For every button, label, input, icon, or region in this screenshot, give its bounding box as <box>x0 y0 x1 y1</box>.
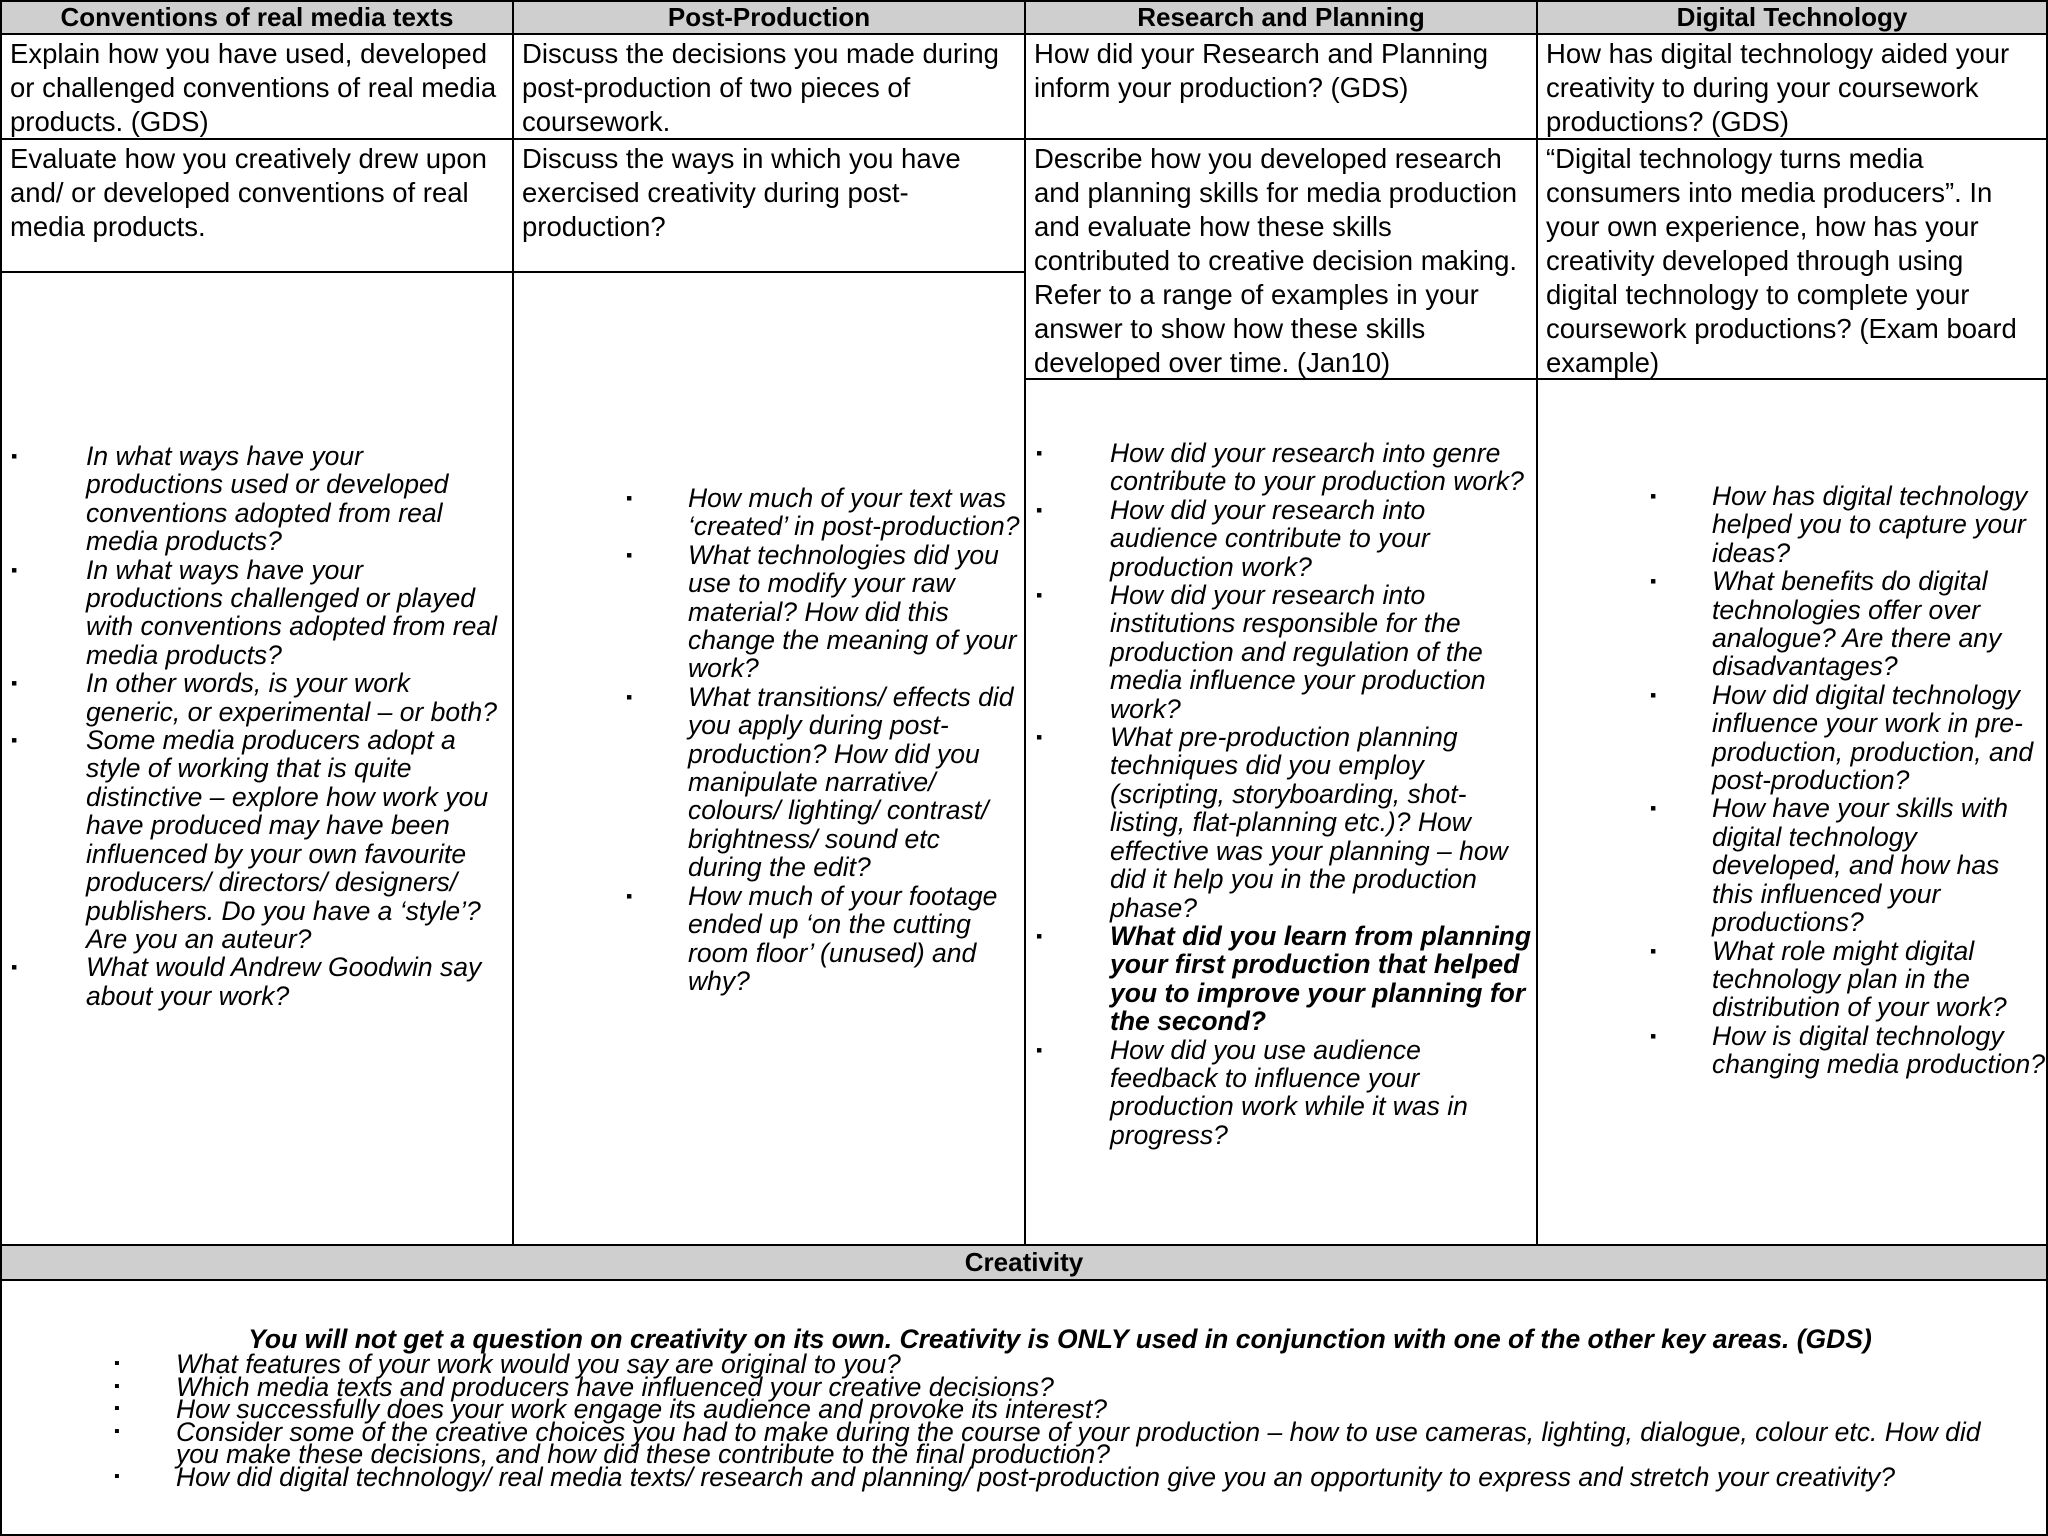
post-production-question-1: Discuss the decisions you made during post-production of two pieces of coursework. <box>512 33 1026 140</box>
research-question-1: How did your Research and Planning inform your production? (GDS) <box>1024 33 1538 140</box>
research-bullet-list <box>1036 438 1532 1150</box>
bullet-icon: ▪ <box>1650 798 1657 819</box>
bullet-icon: ▪ <box>114 1400 120 1418</box>
list-item: ▪ How did digital technology/ real media texts/ research and planning/ post-production give you an opportunity to express and stretch your creativity? <box>114 1461 1896 1492</box>
list-item: ▪ How did your research into institutions responsible for the production and regulation of the media influence your production work? <box>1036 580 1486 724</box>
list-item: ▪ How did you use audience feedback to influence your production work while it was in progress? <box>1036 1034 1468 1150</box>
post-production-question-2: Discuss the ways in which you have exercised creativity during post-production? <box>512 138 1026 273</box>
list-item: ▪ How is digital technology changing media production? <box>1650 1020 2045 1080</box>
bullet-icon: ▪ <box>1650 571 1657 592</box>
list-item: ▪ How did digital technology influence your work in pre-production, production, and post-production? <box>1650 679 2034 796</box>
bullet-icon: ▪ <box>11 730 18 751</box>
bullet-icon: ▪ <box>1036 1039 1043 1060</box>
post-production-bullet-list <box>626 483 1020 996</box>
research-question-2: Describe how you developed research and planning skills for media production and evaluate how these skills contributed to creative decision making. Refer to a range of examples in your answer to show how these skills developed over time. (Jan10) <box>1024 138 1538 380</box>
digital-question-2: “Digital technology turns media consumers into media producers”. In your own experience, how has your creativity developed through using digital technology to complete your coursework productions? (Exam board example) <box>1536 138 2048 380</box>
list-item: ▪ How much of your footage ended up ‘on the cutting room floor’ (unused) and why? <box>626 880 998 996</box>
list-item: ▪ What transitions/ effects did you apply during post-production? How did you manipulate narrative/ colours/ lighting/ contrast/ brightness/ sound etc during the edit? <box>626 681 1014 883</box>
bullet-icon: ▪ <box>626 686 633 707</box>
bullet-icon: ▪ <box>626 544 633 565</box>
bullet-icon: ▪ <box>11 673 18 694</box>
list-item: ▪ In other words, is your work generic, or experimental – or both? <box>11 668 497 727</box>
bullet-icon: ▪ <box>11 957 18 978</box>
list-item: ▪ Which media texts and producers have influenced your creative decisions? <box>114 1371 1054 1402</box>
bullet-icon: ▪ <box>114 1422 120 1440</box>
bullet-icon: ▪ <box>1036 585 1043 606</box>
list-item: ▪ What role might digital technology plan in the distribution of your work? <box>1650 935 2007 1023</box>
list-item: ▪ Consider some of the creative choices you had to make during the course of your production – how to use cameras, lighting, dialogue, colour etc. How did you make these decisions, and how did these contribute to the final production? <box>114 1416 1981 1470</box>
digital-bullet-list <box>1650 481 2046 1080</box>
list-item: ▪ What benefits do digital technologies offer over analogue? Are there any disadvantages? <box>1650 566 2002 682</box>
bullet-icon: ▪ <box>1036 499 1043 520</box>
conventions-question-1: Explain how you have used, developed or challenged conventions of real media products. (GDS) <box>0 33 514 140</box>
bullet-icon: ▪ <box>1650 684 1657 705</box>
list-item: ▪ How have your skills with digital technology developed, and how has this influenced your productions? <box>1650 793 2009 938</box>
bullet-icon: ▪ <box>1650 1025 1657 1046</box>
header-research-planning: Research and Planning <box>1024 0 1538 35</box>
bullet-icon: ▪ <box>626 488 633 508</box>
bullet-icon: ▪ <box>1650 940 1657 961</box>
bullet-icon: ▪ <box>114 1467 120 1485</box>
creativity-content <box>110 1324 2010 1492</box>
header-conventions: Conventions of real media texts <box>0 0 514 35</box>
list-item: ▪ Some media producers adopt a style of working that is quite distinctive – explore how work you have produced may have been influenced by your own favourite producers/ directors/ designers/ publishers. Do you have a ‘style’? Are you an auteur? <box>11 725 489 954</box>
creativity-lead: You will not get a question on creativity on its own. Creativity is ONLY used in conjunction with one of the other key areas. (GDS) <box>248 1324 1872 1354</box>
list-item: ▪ How much of your text was ‘created’ in post-production? <box>626 483 1020 542</box>
list-item: ▪ How successfully does your work engage its audience and provoke its interest? <box>114 1394 1107 1425</box>
list-item: ▪ What technologies did you use to modify your raw material? How did this change the meaning of your work? <box>626 539 1017 684</box>
bullet-icon: ▪ <box>626 885 633 906</box>
header-creativity: Creativity <box>0 1244 2048 1281</box>
list-item: ▪ How has digital technology helped you to capture your ideas? <box>1650 481 2028 568</box>
list-item: ▪ What would Andrew Goodwin say about your work? <box>11 952 482 1011</box>
digital-question-1: How has digital technology aided your creativity to during your coursework productions? (GDS) <box>1536 33 2048 140</box>
conventions-bullet-list <box>11 441 506 1011</box>
bullet-icon: ▪ <box>1036 727 1043 748</box>
bullet-icon: ▪ <box>1036 443 1043 463</box>
bullet-icon: ▪ <box>1036 925 1043 946</box>
bullet-icon: ▪ <box>11 446 18 466</box>
list-item: ▪ What pre-production planning techniques did you employ (scripting, storyboarding, shot-listing, flat-planning etc.)? How effective was your planning – how did it help you in the production phase? <box>1036 722 1508 923</box>
list-item: ▪ How did your research into audience contribute to your production work? <box>1036 494 1430 582</box>
list-item: ▪ In what ways have your productions challenged or played with conventions adopted from real media products? <box>11 554 497 670</box>
list-item: ▪ How did your research into genre contribute to your production work? <box>1036 438 1524 497</box>
list-item: ▪ What features of your work would you say are original to you? <box>114 1349 901 1379</box>
list-item: ▪ In what ways have your productions used or developed conventions adopted from real media products? <box>11 441 449 557</box>
header-digital-technology: Digital Technology <box>1536 0 2048 35</box>
bullet-icon: ▪ <box>114 1377 120 1395</box>
bullet-icon: ▪ <box>114 1355 120 1372</box>
list-item: ▪ What did you learn from planning your first production that helped you to improve your planning for the second? <box>1036 920 1532 1037</box>
header-post-production: Post-Production <box>512 0 1026 35</box>
bullet-icon: ▪ <box>1650 486 1657 506</box>
conventions-question-2: Evaluate how you creatively drew upon and/ or developed conventions of real media products. <box>0 138 514 273</box>
bullet-icon: ▪ <box>11 559 18 580</box>
